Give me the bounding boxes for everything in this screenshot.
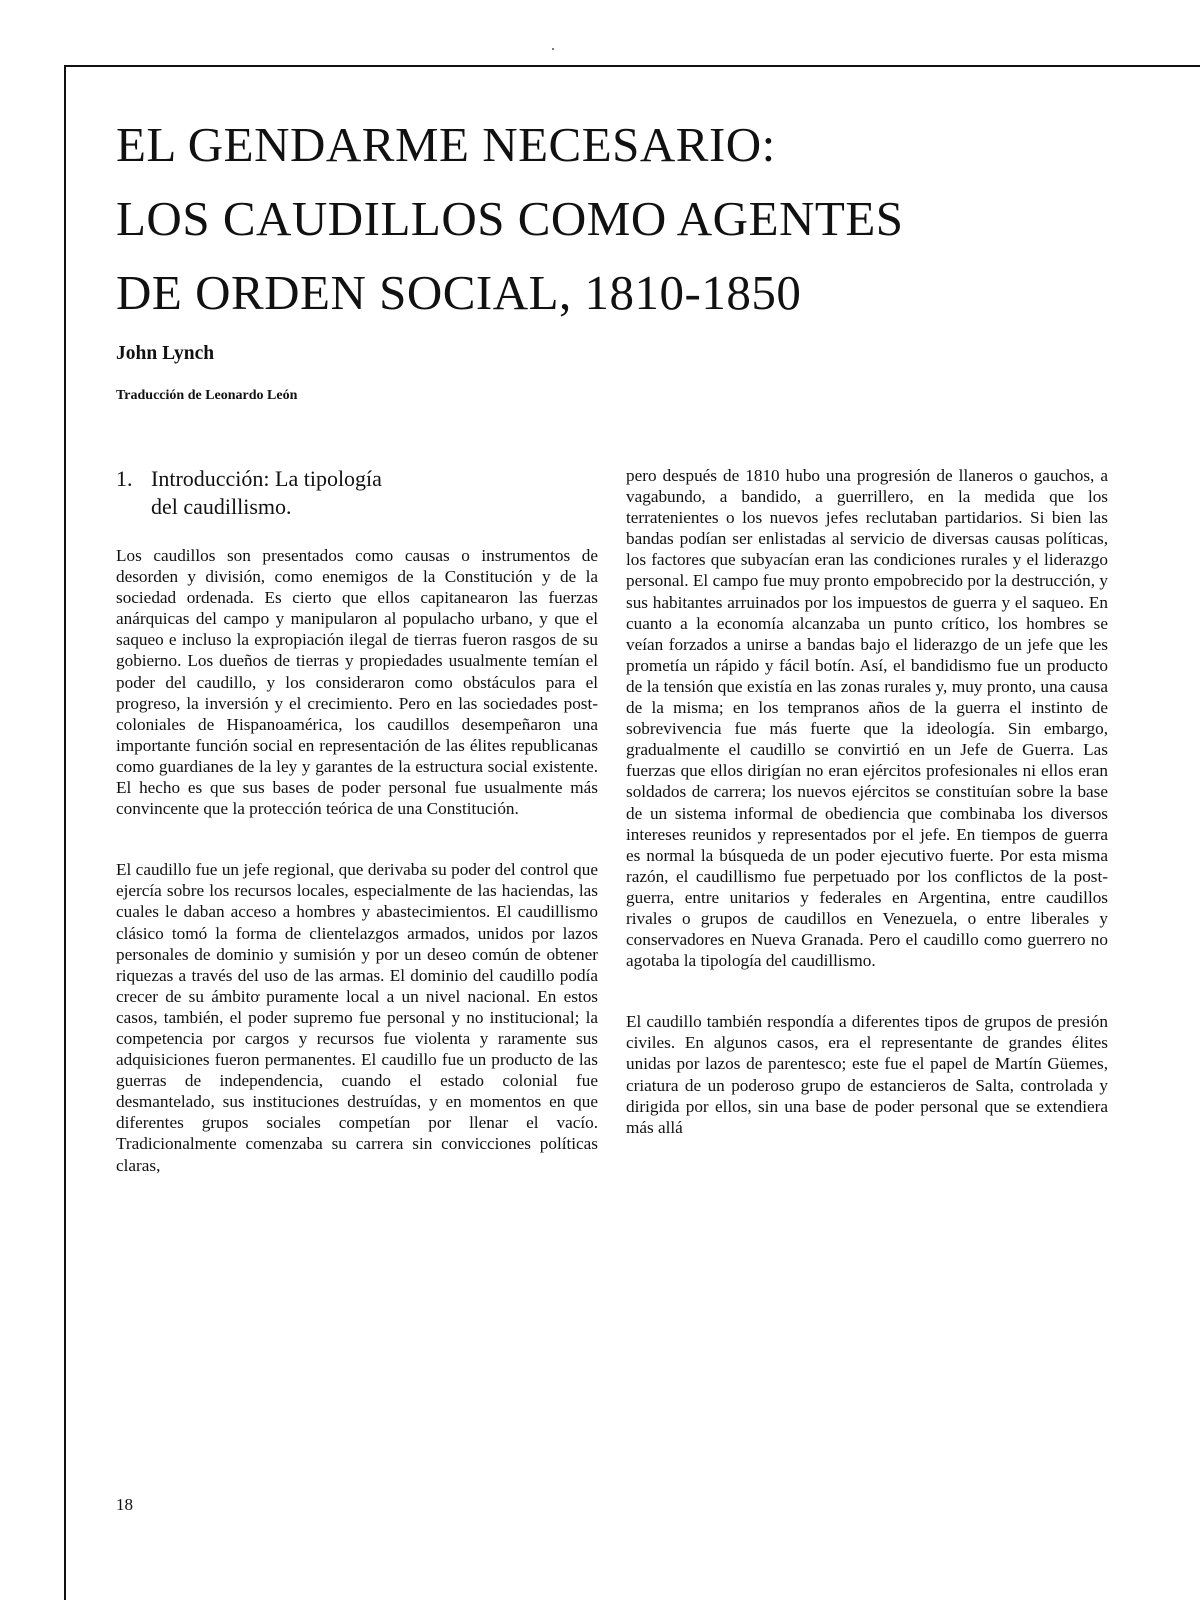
section-heading <box>116 465 598 521</box>
body-paragraph: pero después de 1810 hubo una progresión de llaneros o gauchos, a vagabundo, a bandido, a guerrillero, en la medida que los terratenientes o los nuevos jefes reclutaban partidarios. Si bien las bandas podían ser enlistadas al servicio de diversas causas políticas, los factores que subyacían eran las condiciones rurales y el liderazgo personal. El campo fue muy pronto empobrecido por la destrucción, y sus habitantes arruinados por los impuestos de guerra y el saqueo. En cuanto a la economía alcanzaba un punto crítico, los hombres se veían forzados a unirse a bandas bajo el liderazgo de un jefe que les prometía un rápido y fácil botín. Así, el bandidismo fue un producto de la tensión que existía en las zonas rurales y, muy pronto, una causa de la misma; en los tempranos años de la guerra el instinto de sobrevivencia fue más fuerte que la ideología. Sin embargo, gradualmente el caudillo se convirtió en un Jefe de Guerra. Las fuerzas que ellos dirigían no eran ejércitos profesionales ni ellos eran soldados de carrera; los nuevos ejércitos se constituían sobre la base de un sistema informal de obediencia que combinaba los diversos intereses reunidos y representados por el jefe. En tiempos de guerra es normal la búsqueda de un poder ejecutivo fuerte. Por esta misma razón, el caudillismo fue perpetuado por los conflictos de la post-guerra, entre unitarios y federales en Argentina, entre caudillos rivales o grupos de caudillos en Venezuela, o entre liberales y conservadores en Nueva Granada. Pero el caudillo como guerrero no agotaba la tipología del caudillismo. <box>626 466 1108 971</box>
section-heading-text <box>151 465 382 521</box>
page-frame-left-rule <box>64 65 66 1600</box>
left-text-column <box>116 465 598 1176</box>
body-paragraph: Los caudillos son presentados como causas o instrumentos de desorden y división, como enemigos de la Constitución y de la sociedad ordenada. Es cierto que ellos capitanearon las fuerzas anárquicas del campo y manipularon al populacho urbano, y que el saqueo e incluso la expropiación ilegal de tierras fueron rasgos de su gobierno. Los dueños de tierras y propiedades usualmente temían el poder del caudillo, y los consideraron como obstáculos para el progreso, la inversión y el crecimiento. Pero en las sociedades post-coloniales de Hispanoamérica, los caudillos desempeñaron una importante función social en representación de las élites republicanas como guardianes de la ley y garantes de la estructura social existente. El hecho es que sus bases de poder personal fue usualmente más convincente que la protección teórica de una Constitución. <box>116 546 598 819</box>
article-title-line: EL GENDARME NECESARIO: <box>116 117 776 172</box>
page-number: 18 <box>116 1495 133 1514</box>
author-name: John Lynch <box>116 343 215 364</box>
body-paragraph: El caudillo también respondía a diferentes tipos de grupos de presión civiles. En algunos casos, era el representante de grandes élites unidas por lazos de parentesco; este fue el papel de Martín Güemes, criatura de un poderoso grupo de estancieros de Salta, controlada y dirigida por ellos, sin una base de poder personal que se extendiera más allá <box>626 1012 1108 1137</box>
right-text-column <box>626 465 1108 1138</box>
article-title-line: LOS CAUDILLOS COMO AGENTES <box>116 191 904 246</box>
section-heading-line: Introducción: La tipología <box>151 466 382 491</box>
scan-speck <box>552 48 554 50</box>
page-frame-top-rule <box>64 65 1200 67</box>
article-title <box>116 108 1156 330</box>
section-heading-line: del caudillismo. <box>151 494 292 519</box>
translator-credit: Traducción de Leonardo León <box>116 388 298 403</box>
body-paragraph: El caudillo fue un jefe regional, que derivaba su poder del control que ejercía sobre los recursos locales, especialmente de las haciendas, las cuales le daban acceso a hombres y abastecimientos. El caudillismo clásico tomó la forma de clientelazgos armados, unidos por lazos personales de dominio y sumisión y por un deseo común de obtener riquezas a través del uso de las armas. El dominio del caudillo podía crecer de su ámbito puramente local a un nivel nacional. En estos casos, también, el poder supremo fue personal y no institucional; la competencia por cargos y recursos fue violenta y raramente sus adquisiciones fueron permanentes. El caudillo fue un producto de las guerras de independencia, cuando el estado colonial fue desmantelado, sus instituciones destruídas, y en momentos en que diferentes grupos sociales competían por llenar el vacío. Tradicionalmente comenzaba su carrera sin convicciones políticas claras, <box>116 860 598 1175</box>
section-number: 1. <box>116 466 133 491</box>
article-title-line: DE ORDEN SOCIAL, 1810-1850 <box>116 265 802 320</box>
